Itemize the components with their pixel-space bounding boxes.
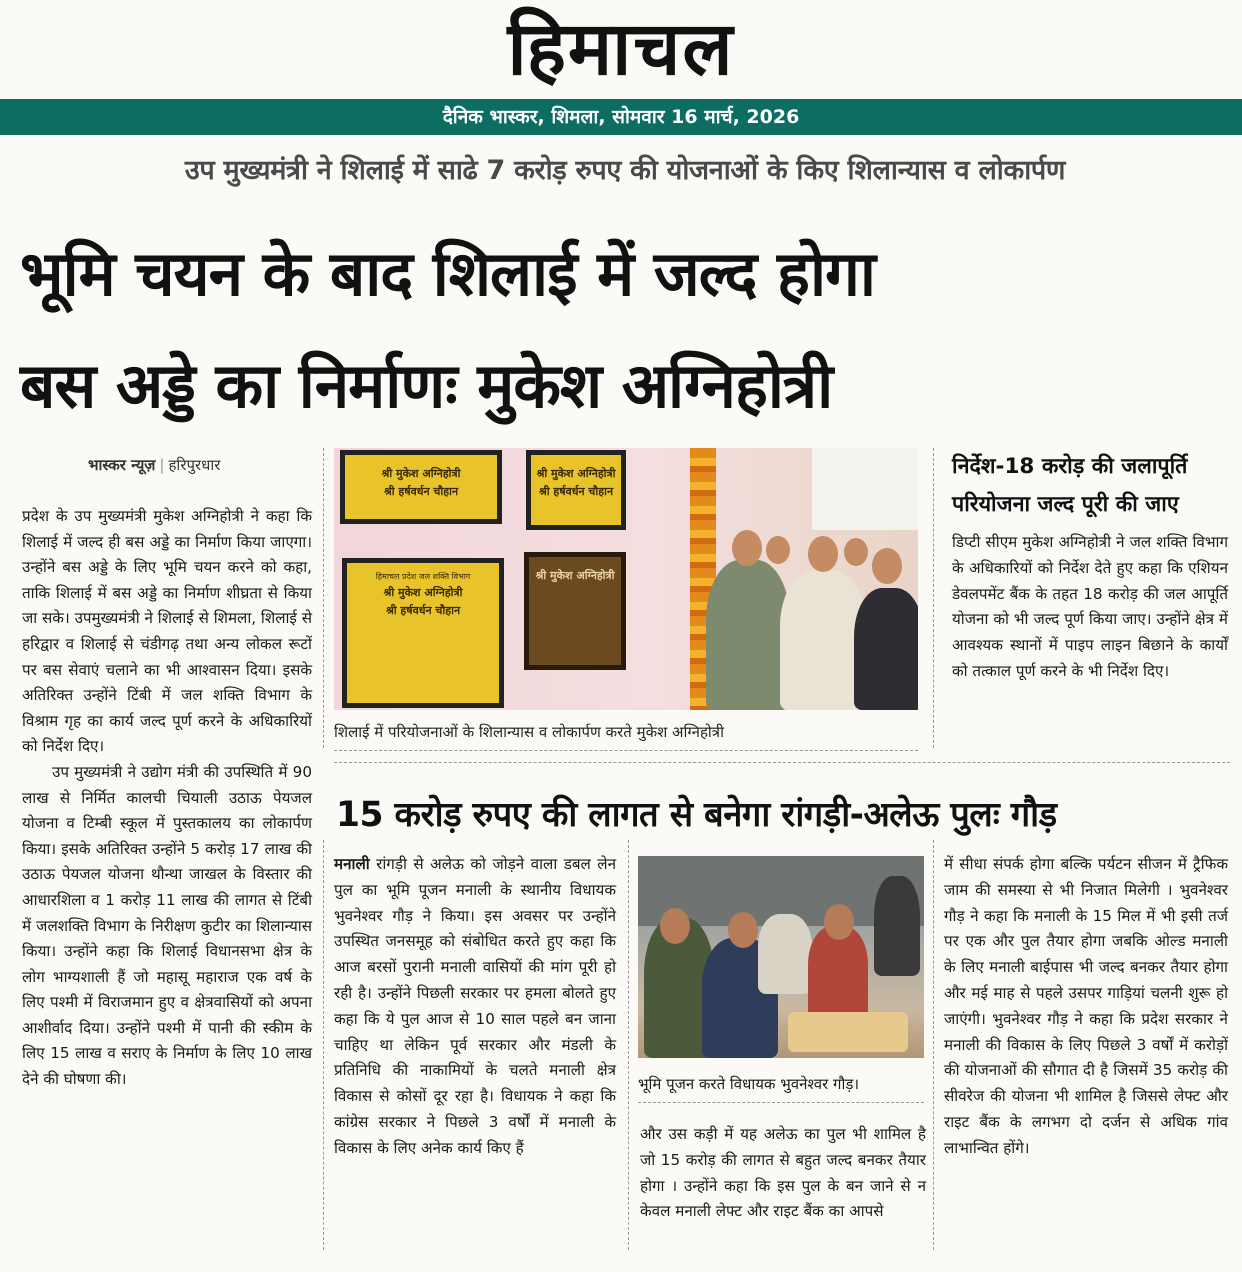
column-divider <box>628 840 629 1250</box>
person-figure <box>854 588 918 710</box>
column-divider <box>323 840 324 1250</box>
person-head <box>728 912 758 948</box>
headline-line-1: भूमि चयन के बाद शिलाई में जल्द होगा <box>20 237 875 310</box>
person-head <box>872 548 902 584</box>
sidebar-body: डिप्टी सीएम मुकेश अग्निहोत्री ने जल शक्ति विभाग के अधिकारियों को निर्देश देते हुए कहा कि एशियन डेवलपमेंट बैंक के तहत 18 करोड़ की जल आपूर्ति योजना को भी जल्द पूर्ण किया जाए। उन्होंने क्षेत्र में आवश्यक स्थानों में पाइप लाइन बिछाने के कार्यों को तत्काल पूर्ण करने के भी निर्देश दिए। <box>952 533 1228 680</box>
byline-source: भास्कर न्यूज़ <box>88 456 156 474</box>
plaque-top-left: श्री मुकेश अग्निहोत्री श्री हर्षवर्धन चौहान <box>340 450 502 524</box>
headline-line-2: बस अड्डे का निर्माणः मुकेश अग्निहोत्री <box>20 349 833 422</box>
story1-photo <box>334 448 918 710</box>
masthead-title: हिमाचल <box>507 6 735 92</box>
person-head <box>732 530 762 566</box>
story1-para-2: उप मुख्यमंत्री ने उद्योग मंत्री की उपस्थिति में 90 लाख से निर्मित कालची चियाली उठाऊ पेयजल योजना व टिम्बी स्कूल में पुस्तकालय का लोकार्पण किया। इसके अतिरिक्त उन्होंने 5 करोड़ 17 लाख की उठाऊ पेयजल योजना थौन्था जाखल के विस्तार की आधारशिला व 1 करोड़ 11 लाख की लागत से टिंबी में जलशक्ति विभाग के निरीक्षण कुटीर का शिलान्यास किया। उन्होंने कहा कि शिलाई विधानसभा क्षेत्र के लोग भाग्यशाली हैं जो महासू महाराज एक वर्ष के लिए पश्मी में विराजमान हुए व क्षेत्रवासियों को अपना आशीर्वाद दिया। उन्होंने पश्मी में पानी की स्कीम के लिए 15 लाख व सराए के निर्माण के लिए 10 लाख देने की घोषणा की। <box>22 762 312 1089</box>
section-rule <box>334 762 1230 763</box>
person-figure <box>706 560 790 710</box>
story1-para-1: प्रदेश के उप मुख्यमंत्री मुकेश अग्निहोत्री ने कहा कि शिलाई में जल्द ही बस अड्डे का निर्माण किया जाएगा। उन्होंने बस अड्डे के लिए भूमि चयन करने को कहा, ताकि शिलाई में बस अड्डे का निर्माण शीघ्रता से किया जा सके। उपमुख्यमंत्री ने शिलाई से शिमला, शिलाई से हरिद्वार व शिलाई से चंडीगढ़ तथा अन्य लोकल रूटों पर बस सेवाएं चलाने का भी आश्वासन दिया। इसके अतिरिक्त उन्होंने टिंबी में जल शक्ति विभाग के विश्राम गृह का कार्य जल्द पूर्ण करने के अधिकारियों को निर्देश दिए। <box>22 507 312 756</box>
story2-col-2: और उस कड़ी में यह अलेऊ का पुल भी शामिल है जो 15 करोड़ की लागत से बहुत जल्द बनकर तैयार होगा । उन्होंने कहा कि इस पुल के बन जाने से न केवल मनाली लेफ्ट और राइट बैंक का आपसे <box>640 1125 926 1221</box>
story1-headline <box>20 218 1230 442</box>
byline-place: हरिपुरधार <box>168 456 221 474</box>
story1-body <box>22 504 312 1093</box>
column-divider <box>323 448 324 748</box>
story2-photo <box>638 856 924 1058</box>
dateline-bar: दैनिक भास्कर, शिमला, सोमवार 16 मार्च, 2026 <box>0 99 1242 135</box>
sidebar-headline: निर्देश-18 करोड़ की जलापूर्ति परियोजना जल्द पूरी की जाए <box>952 454 1188 517</box>
person-figure <box>874 876 920 976</box>
plaque-bottom-right: श्री मुकेश अग्निहोत्री <box>524 552 626 670</box>
plaque-top-right: श्री मुकेश अग्निहोत्री श्री हर्षवर्धन चौहान <box>526 450 626 530</box>
story2-dateline: मनाली <box>334 855 370 873</box>
story1-photo-caption: शिलाई में परियोजनाओं के शिलान्यास व लोकार्पण करते मुकेश अग्निहोत्री <box>334 722 918 751</box>
byline: भास्कर न्यूज़ | हरिपुरधार <box>88 456 221 474</box>
story2-col-1: मनाली रांगड़ी से अलेऊ को जोड़ने वाला डबल लेन पुल का भूमि पूजन मनाली के स्थानीय विधायक भुवनेश्वर गौड़ ने किया। इस अवसर पर उन्होंने उपस्थित जनसमूह को संबोधित करते हुए कहा कि आज बरसों पुरानी मनाली वासियों की मांग पूरी हो रही है। उन्होंने पिछली सरकार पर हमला बोलते हुए कहा कि ये पुल आज से 10 साल पहले बन जाना चाहिए था लेकिन पूर्व सरकार और मंडली के प्रतिनिधि की नाकामियों के चलते मनाली क्षेत्र विकास से कोसों दूर रहा है। विधायक ने कहा कि कांग्रेस सरकार ने पिछले 3 वर्षों में मनाली के विकास के लिए अनेक कार्य किए हैं <box>334 855 617 1157</box>
person-head <box>808 536 838 572</box>
person-head <box>824 904 854 940</box>
background-banner <box>812 448 918 530</box>
masthead <box>0 0 1242 98</box>
person-head <box>766 536 790 564</box>
column-divider <box>933 448 934 748</box>
person-figure <box>808 926 868 1022</box>
person-head <box>844 538 868 566</box>
story2-photo-caption: भूमि पूजन करते विधायक भुवनेश्वर गौड़। <box>638 1074 924 1103</box>
puja-offerings <box>788 1012 908 1052</box>
column-divider <box>933 840 934 1250</box>
story2-headline: 15 करोड़ रुपए की लागत से बनेगा रांगड़ी-अलेऊ पुलः गौड़ <box>336 795 1057 835</box>
person-head <box>660 908 690 944</box>
person-figure <box>758 914 812 994</box>
story2-col-3: में सीधा संपर्क होगा बल्कि पर्यटन सीजन में ट्रैफिक जाम की समस्या से भी निजात मिलेगी । भुवनेश्वर गौड़ ने कहा कि मनाली के 15 मिल में भी इसी तर्ज पर एक और पुल तैयार होगा जबकि ओल्ड मनाली के लिए मनाली बाईपास भी जल्द बनकर तैयार होगा और मई माह से पहले उसपर गाड़ियां चलनी शुरू हो जाएंगी। भुवनेश्वर गौड़ ने कहा कि प्रदेश सरकार ने मनाली की विकास के लिए पिछले 3 वर्षों में करोड़ों की योजनाओं की सौगात दी है जिसमें 35 करोड़ की सीवरेज की योजना भी शामिल है जिससे लेफ्ट और राइट बैंक के लगभग दो दर्जन से अधिक गांव लाभान्वित होंगे। <box>944 855 1228 1157</box>
story1-kicker: उप मुख्यमंत्री ने शिलाई में साढे 7 करोड़ रुपए की योजनाओं के किए शिलान्यास व लोकार्पण <box>184 155 1066 186</box>
plaque-bottom-left: हिमाचल प्रदेश जल शक्ति विभाग श्री मुकेश अग्निहोत्री श्री हर्षवर्धन चौहान <box>342 558 504 708</box>
